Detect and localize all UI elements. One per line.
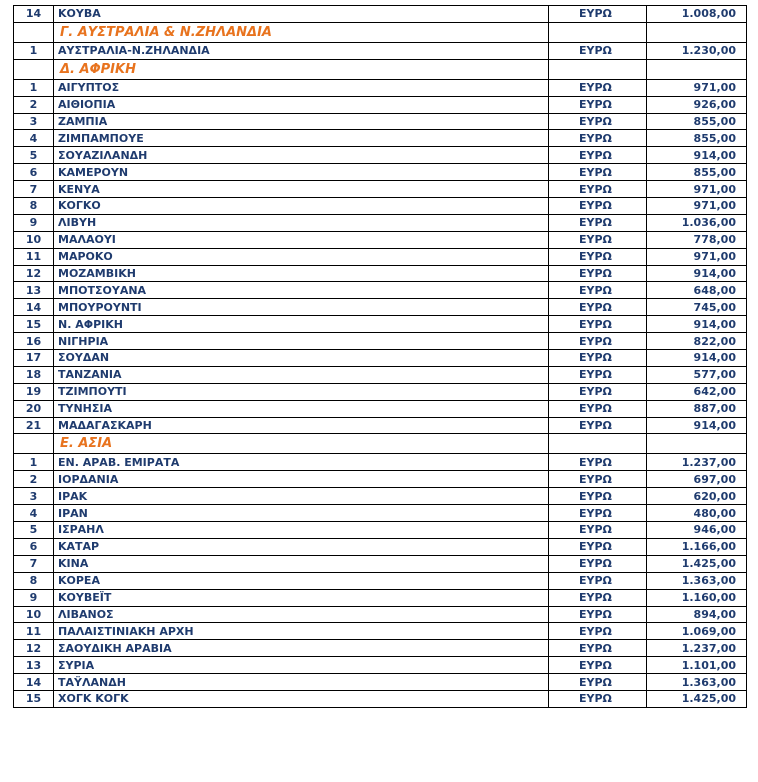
amount: 1.237,00 xyxy=(647,640,747,657)
amount: 1.101,00 xyxy=(647,657,747,674)
country-name: ΜΠΟΤΣΟΥΑΝΑ xyxy=(54,282,549,299)
row-number: 18 xyxy=(14,366,54,383)
section-title: Δ. ΑΦΡΙΚΗ xyxy=(54,59,549,79)
currency: ΕΥΡΩ xyxy=(549,674,647,691)
country-name: ΤΖΙΜΠΟΥΤΙ xyxy=(54,383,549,400)
table-row xyxy=(14,42,747,59)
row-number: 16 xyxy=(14,333,54,350)
amount: 914,00 xyxy=(647,147,747,164)
country-name: ΚΑΤΑΡ xyxy=(54,538,549,555)
row-number: 3 xyxy=(14,488,54,505)
currency: ΕΥΡΩ xyxy=(549,164,647,181)
country-name: ΜΠΟΥΡΟΥΝΤΙ xyxy=(54,299,549,316)
row-number: 4 xyxy=(14,505,54,522)
table-row xyxy=(14,657,747,674)
empty-cell xyxy=(14,22,54,42)
amount: 822,00 xyxy=(647,333,747,350)
table-row xyxy=(14,350,747,367)
amount: 1.160,00 xyxy=(647,589,747,606)
table-row xyxy=(14,282,747,299)
country-name: ΑΙΘΙΟΠΙΑ xyxy=(54,96,549,113)
empty-cell xyxy=(549,434,647,454)
amount: 1.363,00 xyxy=(647,572,747,589)
table-row xyxy=(14,96,747,113)
currency: ΕΥΡΩ xyxy=(549,198,647,215)
table-row xyxy=(14,640,747,657)
currency: ΕΥΡΩ xyxy=(549,181,647,198)
currency: ΕΥΡΩ xyxy=(549,505,647,522)
row-number: 5 xyxy=(14,147,54,164)
row-number: 4 xyxy=(14,130,54,147)
section-header-row xyxy=(14,22,747,42)
row-number: 12 xyxy=(14,265,54,282)
table-row xyxy=(14,400,747,417)
row-number: 12 xyxy=(14,640,54,657)
table-row xyxy=(14,130,747,147)
empty-cell xyxy=(14,59,54,79)
currency: ΕΥΡΩ xyxy=(549,400,647,417)
row-number: 8 xyxy=(14,572,54,589)
table-row xyxy=(14,181,747,198)
amount: 778,00 xyxy=(647,231,747,248)
amount: 971,00 xyxy=(647,248,747,265)
country-name: ΜΑΡΟΚΟ xyxy=(54,248,549,265)
currency: ΕΥΡΩ xyxy=(549,299,647,316)
currency: ΕΥΡΩ xyxy=(549,265,647,282)
table-row xyxy=(14,316,747,333)
currency: ΕΥΡΩ xyxy=(549,6,647,23)
amount: 1.036,00 xyxy=(647,214,747,231)
amount: 697,00 xyxy=(647,471,747,488)
row-number: 13 xyxy=(14,657,54,674)
row-number: 7 xyxy=(14,181,54,198)
currency: ΕΥΡΩ xyxy=(549,522,647,539)
amount: 855,00 xyxy=(647,130,747,147)
country-name: ΙΡΑΚ xyxy=(54,488,549,505)
section-header-row xyxy=(14,59,747,79)
row-number: 10 xyxy=(14,231,54,248)
amount: 1.166,00 xyxy=(647,538,747,555)
amount: 1.425,00 xyxy=(647,555,747,572)
table-row xyxy=(14,555,747,572)
currency: ΕΥΡΩ xyxy=(549,640,647,657)
currency: ΕΥΡΩ xyxy=(549,96,647,113)
allowance-table xyxy=(13,5,747,708)
currency: ΕΥΡΩ xyxy=(549,417,647,434)
table-row xyxy=(14,471,747,488)
amount: 577,00 xyxy=(647,366,747,383)
table-row xyxy=(14,606,747,623)
amount: 620,00 xyxy=(647,488,747,505)
row-number: 6 xyxy=(14,538,54,555)
country-name: ΑΙΓΥΠΤΟΣ xyxy=(54,79,549,96)
amount: 914,00 xyxy=(647,316,747,333)
currency: ΕΥΡΩ xyxy=(549,214,647,231)
country-name: ΜΟΖΑΜΒΙΚΗ xyxy=(54,265,549,282)
amount: 1.363,00 xyxy=(647,674,747,691)
row-number: 2 xyxy=(14,96,54,113)
empty-cell xyxy=(647,434,747,454)
currency: ΕΥΡΩ xyxy=(549,147,647,164)
country-name: ΙΟΡΔΑΝΙΑ xyxy=(54,471,549,488)
row-number: 9 xyxy=(14,589,54,606)
table-row xyxy=(14,454,747,471)
currency: ΕΥΡΩ xyxy=(549,366,647,383)
country-name: ΛΙΒΑΝΟΣ xyxy=(54,606,549,623)
table-row xyxy=(14,538,747,555)
table-row xyxy=(14,198,747,215)
row-number: 5 xyxy=(14,522,54,539)
country-name: ΣΥΡΙΑ xyxy=(54,657,549,674)
country-name: ΚΟΥΒΑ xyxy=(54,6,549,23)
country-name: ΖΙΜΠΑΜΠΟΥΕ xyxy=(54,130,549,147)
row-number: 19 xyxy=(14,383,54,400)
row-number: 14 xyxy=(14,6,54,23)
currency: ΕΥΡΩ xyxy=(549,333,647,350)
empty-cell xyxy=(549,59,647,79)
country-name: ΑΥΣΤΡΑΛΙΑ-Ν.ΖΗΛΑΝΔΙΑ xyxy=(54,42,549,59)
country-name: ΜΑΛΑΟΥΙ xyxy=(54,231,549,248)
table-row xyxy=(14,690,747,707)
row-number: 1 xyxy=(14,454,54,471)
table-row xyxy=(14,522,747,539)
row-number: 3 xyxy=(14,113,54,130)
table-row xyxy=(14,589,747,606)
table-row xyxy=(14,248,747,265)
amount: 1.237,00 xyxy=(647,454,747,471)
row-number: 11 xyxy=(14,623,54,640)
currency: ΕΥΡΩ xyxy=(549,572,647,589)
row-number: 13 xyxy=(14,282,54,299)
table-row xyxy=(14,299,747,316)
country-name: ΚΑΜΕΡΟΥΝ xyxy=(54,164,549,181)
row-number: 9 xyxy=(14,214,54,231)
country-name: ΤΑΫΛΑΝΔΗ xyxy=(54,674,549,691)
allowance-table-body xyxy=(14,6,747,708)
table-row xyxy=(14,623,747,640)
table-row xyxy=(14,505,747,522)
currency: ΕΥΡΩ xyxy=(549,538,647,555)
row-number: 10 xyxy=(14,606,54,623)
amount: 1.069,00 xyxy=(647,623,747,640)
currency: ΕΥΡΩ xyxy=(549,488,647,505)
table-row xyxy=(14,572,747,589)
currency: ΕΥΡΩ xyxy=(549,350,647,367)
amount: 914,00 xyxy=(647,350,747,367)
country-name: ΖΑΜΠΙΑ xyxy=(54,113,549,130)
row-number: 21 xyxy=(14,417,54,434)
amount: 946,00 xyxy=(647,522,747,539)
currency: ΕΥΡΩ xyxy=(549,113,647,130)
country-name: ΧΟΓΚ ΚΟΓΚ xyxy=(54,690,549,707)
table-row xyxy=(14,147,747,164)
empty-cell xyxy=(14,434,54,454)
currency: ΕΥΡΩ xyxy=(549,690,647,707)
currency: ΕΥΡΩ xyxy=(549,79,647,96)
table-row xyxy=(14,231,747,248)
country-name: ΚΕΝΥΑ xyxy=(54,181,549,198)
currency: ΕΥΡΩ xyxy=(549,42,647,59)
country-name: ΣΟΥΔΑΝ xyxy=(54,350,549,367)
country-name: ΛΙΒΥΗ xyxy=(54,214,549,231)
amount: 914,00 xyxy=(647,417,747,434)
country-name: ΚΟΡΕΑ xyxy=(54,572,549,589)
currency: ΕΥΡΩ xyxy=(549,248,647,265)
table-row xyxy=(14,164,747,181)
table-row xyxy=(14,79,747,96)
table-row xyxy=(14,333,747,350)
country-name: ΣΑΟΥΔΙΚΗ ΑΡΑΒΙΑ xyxy=(54,640,549,657)
currency: ΕΥΡΩ xyxy=(549,606,647,623)
country-name: ΤΑΝΖΑΝΙΑ xyxy=(54,366,549,383)
amount: 855,00 xyxy=(647,113,747,130)
row-number: 11 xyxy=(14,248,54,265)
amount: 648,00 xyxy=(647,282,747,299)
empty-cell xyxy=(549,22,647,42)
country-name: ΙΣΡΑΗΛ xyxy=(54,522,549,539)
currency: ΕΥΡΩ xyxy=(549,589,647,606)
row-number: 20 xyxy=(14,400,54,417)
table-row xyxy=(14,383,747,400)
amount: 971,00 xyxy=(647,198,747,215)
row-number: 6 xyxy=(14,164,54,181)
currency: ΕΥΡΩ xyxy=(549,454,647,471)
table-row xyxy=(14,674,747,691)
country-name: ΙΡΑΝ xyxy=(54,505,549,522)
section-header-row xyxy=(14,434,747,454)
row-number: 7 xyxy=(14,555,54,572)
row-number: 15 xyxy=(14,316,54,333)
country-name: ΣΟΥΑΖΙΛΑΝΔΗ xyxy=(54,147,549,164)
row-number: 1 xyxy=(14,42,54,59)
section-title: Ε. ΑΣΙΑ xyxy=(54,434,549,454)
country-name: ΚΙΝΑ xyxy=(54,555,549,572)
row-number: 8 xyxy=(14,198,54,215)
amount: 894,00 xyxy=(647,606,747,623)
amount: 855,00 xyxy=(647,164,747,181)
amount: 745,00 xyxy=(647,299,747,316)
country-name: ΠΑΛΑΙΣΤΙΝΙΑΚΗ ΑΡΧΗ xyxy=(54,623,549,640)
table-row xyxy=(14,265,747,282)
currency: ΕΥΡΩ xyxy=(549,130,647,147)
amount: 971,00 xyxy=(647,181,747,198)
amount: 1.425,00 xyxy=(647,690,747,707)
table-row xyxy=(14,488,747,505)
table-row xyxy=(14,6,747,23)
section-title: Γ. ΑΥΣΤΡΑΛΙΑ & Ν.ΖΗΛΑΝΔΙΑ xyxy=(54,22,549,42)
country-name: ΜΑΔΑΓΑΣΚΑΡΗ xyxy=(54,417,549,434)
amount: 914,00 xyxy=(647,265,747,282)
empty-cell xyxy=(647,22,747,42)
country-name: Ν. ΑΦΡΙΚΗ xyxy=(54,316,549,333)
row-number: 17 xyxy=(14,350,54,367)
row-number: 2 xyxy=(14,471,54,488)
amount: 887,00 xyxy=(647,400,747,417)
currency: ΕΥΡΩ xyxy=(549,282,647,299)
country-name: ΝΙΓΗΡΙΑ xyxy=(54,333,549,350)
empty-cell xyxy=(647,59,747,79)
row-number: 14 xyxy=(14,674,54,691)
row-number: 1 xyxy=(14,79,54,96)
currency: ΕΥΡΩ xyxy=(549,555,647,572)
amount: 1.230,00 xyxy=(647,42,747,59)
currency: ΕΥΡΩ xyxy=(549,383,647,400)
table-row xyxy=(14,214,747,231)
row-number: 15 xyxy=(14,690,54,707)
currency: ΕΥΡΩ xyxy=(549,316,647,333)
amount: 926,00 xyxy=(647,96,747,113)
currency: ΕΥΡΩ xyxy=(549,471,647,488)
currency: ΕΥΡΩ xyxy=(549,623,647,640)
table-row xyxy=(14,113,747,130)
currency: ΕΥΡΩ xyxy=(549,657,647,674)
table-row xyxy=(14,417,747,434)
amount: 480,00 xyxy=(647,505,747,522)
amount: 971,00 xyxy=(647,79,747,96)
amount: 1.008,00 xyxy=(647,6,747,23)
currency: ΕΥΡΩ xyxy=(549,231,647,248)
country-name: ΕΝ. ΑΡΑΒ. ΕΜΙΡΑΤΑ xyxy=(54,454,549,471)
amount: 642,00 xyxy=(647,383,747,400)
table-row xyxy=(14,366,747,383)
country-name: ΚΟΥΒΕΪΤ xyxy=(54,589,549,606)
row-number: 14 xyxy=(14,299,54,316)
country-name: ΤΥΝΗΣΙΑ xyxy=(54,400,549,417)
country-name: ΚΟΓΚΟ xyxy=(54,198,549,215)
